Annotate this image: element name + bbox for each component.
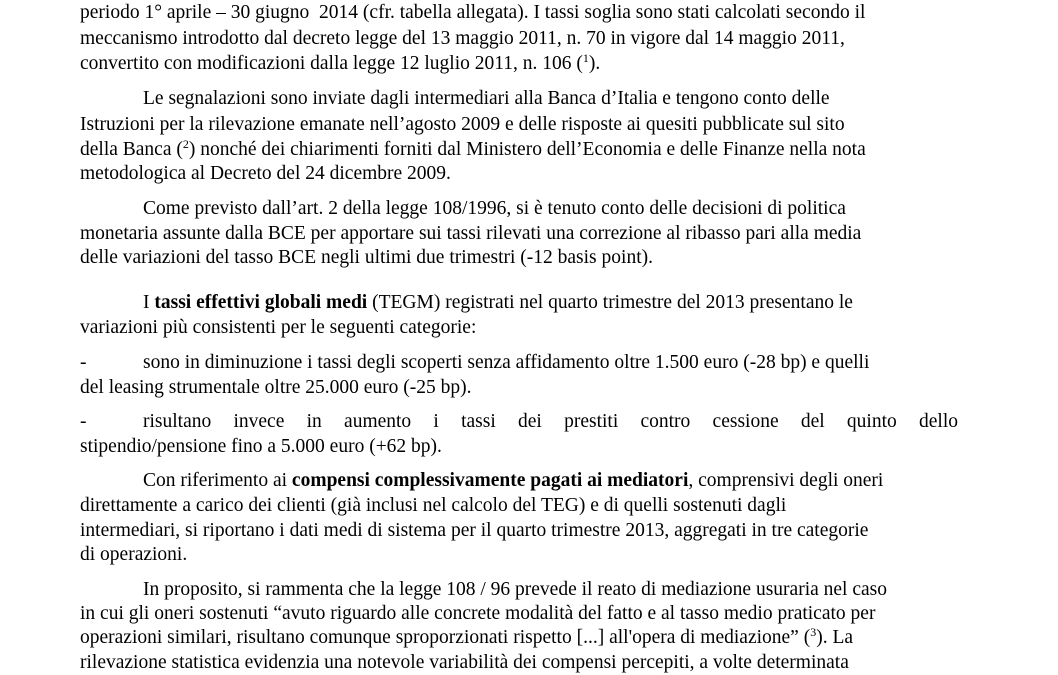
p4-line-2: intermediari, si riportano i dati medi di sistema per il quarto trimestre 2013, aggregati in tre categorie [80,520,869,541]
p3-line-1: variazioni più consistenti per le seguenti categorie: [80,317,477,338]
bullet-2-line-0: risultano invece in aumento i tassi dei prestiti contro cessione del quinto dello [143,411,958,432]
p0-line-2: convertito con modificazioni dalla legge 12 luglio 2011, n. 106 ($^1$). [80,51,601,74]
bullet-1-line-0: sono in diminuzione i tassi degli scoperti senza affidamento oltre 1.500 euro (-28 bp) e quelli [143,352,870,373]
bullet-2-line-1: stipendio/pensione fino a 5.000 euro (+62 bp). [80,436,442,457]
p1-line-0: Le segnalazioni sono inviate dagli intermediari alla Banca d’Italia e tengono conto delle [143,88,830,109]
p1-line-3: metodologica al Decreto del 24 dicembre 2009. [80,163,451,184]
p1-line-1: Istruzioni per la rilevazione emanate nell’agosto 2009 e delle risposte ai quesiti pubblicate sul sito [80,114,845,135]
p5-line-0: In proposito, si rammenta che la legge 108 / 96 prevede il reato di mediazione usuraria nel caso [143,579,887,600]
footnote-ref-1[interactable]: 1 [582,51,589,65]
bold-term-tegm: tassi effettivi globali medi [154,292,368,313]
p2-line-1: monetaria assunte dalla BCE per apportare sui tassi rilevati una correzione al ribasso pari alla media [80,223,862,244]
bullet-2-dash: - [80,411,87,432]
p4-line-0: Con riferimento ai compensi complessivamente pagati ai mediatori, comprensivi degli oneri [143,470,884,491]
bold-term-compensi: compensi complessivamente pagati ai mediatori [291,470,689,491]
p2-line-0: Come previsto dall’art. 2 della legge 108/1996, si è tenuto conto delle decisioni di politica [143,198,846,219]
footnote-ref-2[interactable]: 2 [182,137,189,151]
p5-line-3: rilevazione statistica evidenzia una notevole variabilità dei compensi percepiti, a volte determinata [80,652,849,673]
p3-line-0: I tassi effettivi globali medi (TEGM) registrati nel quarto trimestre del 2013 presentano le [143,292,853,313]
p2-line-2: delle variazioni del tasso BCE negli ultimi due trimestri (-12 basis point). [80,247,653,268]
p0-line-0: periodo 1° aprile – 30 giugno 2014 (cfr. tabella allegata). I tassi soglia sono stati calcolati secondo il [80,2,866,23]
bullet-1-dash: - [80,352,87,373]
p5-line-2: operazioni similari, risultano comunque sproporzionati rispetto [...] all'opera di mediazione” ($^3$). La [80,625,854,648]
p4-line-1: direttamente a carico dei clienti (già inclusi nel calcolo del TEG) e di quelli sostenuti dagli [80,495,787,516]
p0-line-1: meccanismo introdotto dal decreto legge del 13 maggio 2011, n. 70 in vigore dal 14 maggio 2011, [80,28,845,49]
footnote-ref-3[interactable]: 3 [810,625,817,639]
p1-line-2: della Banca ($^2$) nonché dei chiarimenti forniti dal Ministero dell’Economia e delle Finanze nella nota [80,137,866,160]
bullet-1-line-1: del leasing strumentale oltre 25.000 euro (-25 bp). [80,377,472,398]
p4-line-3: di operazioni. [80,544,188,565]
p5-line-1: in cui gli oneri sostenuti “avuto riguardo alle concrete modalità del fatto e al tasso medio praticato per [80,603,876,624]
